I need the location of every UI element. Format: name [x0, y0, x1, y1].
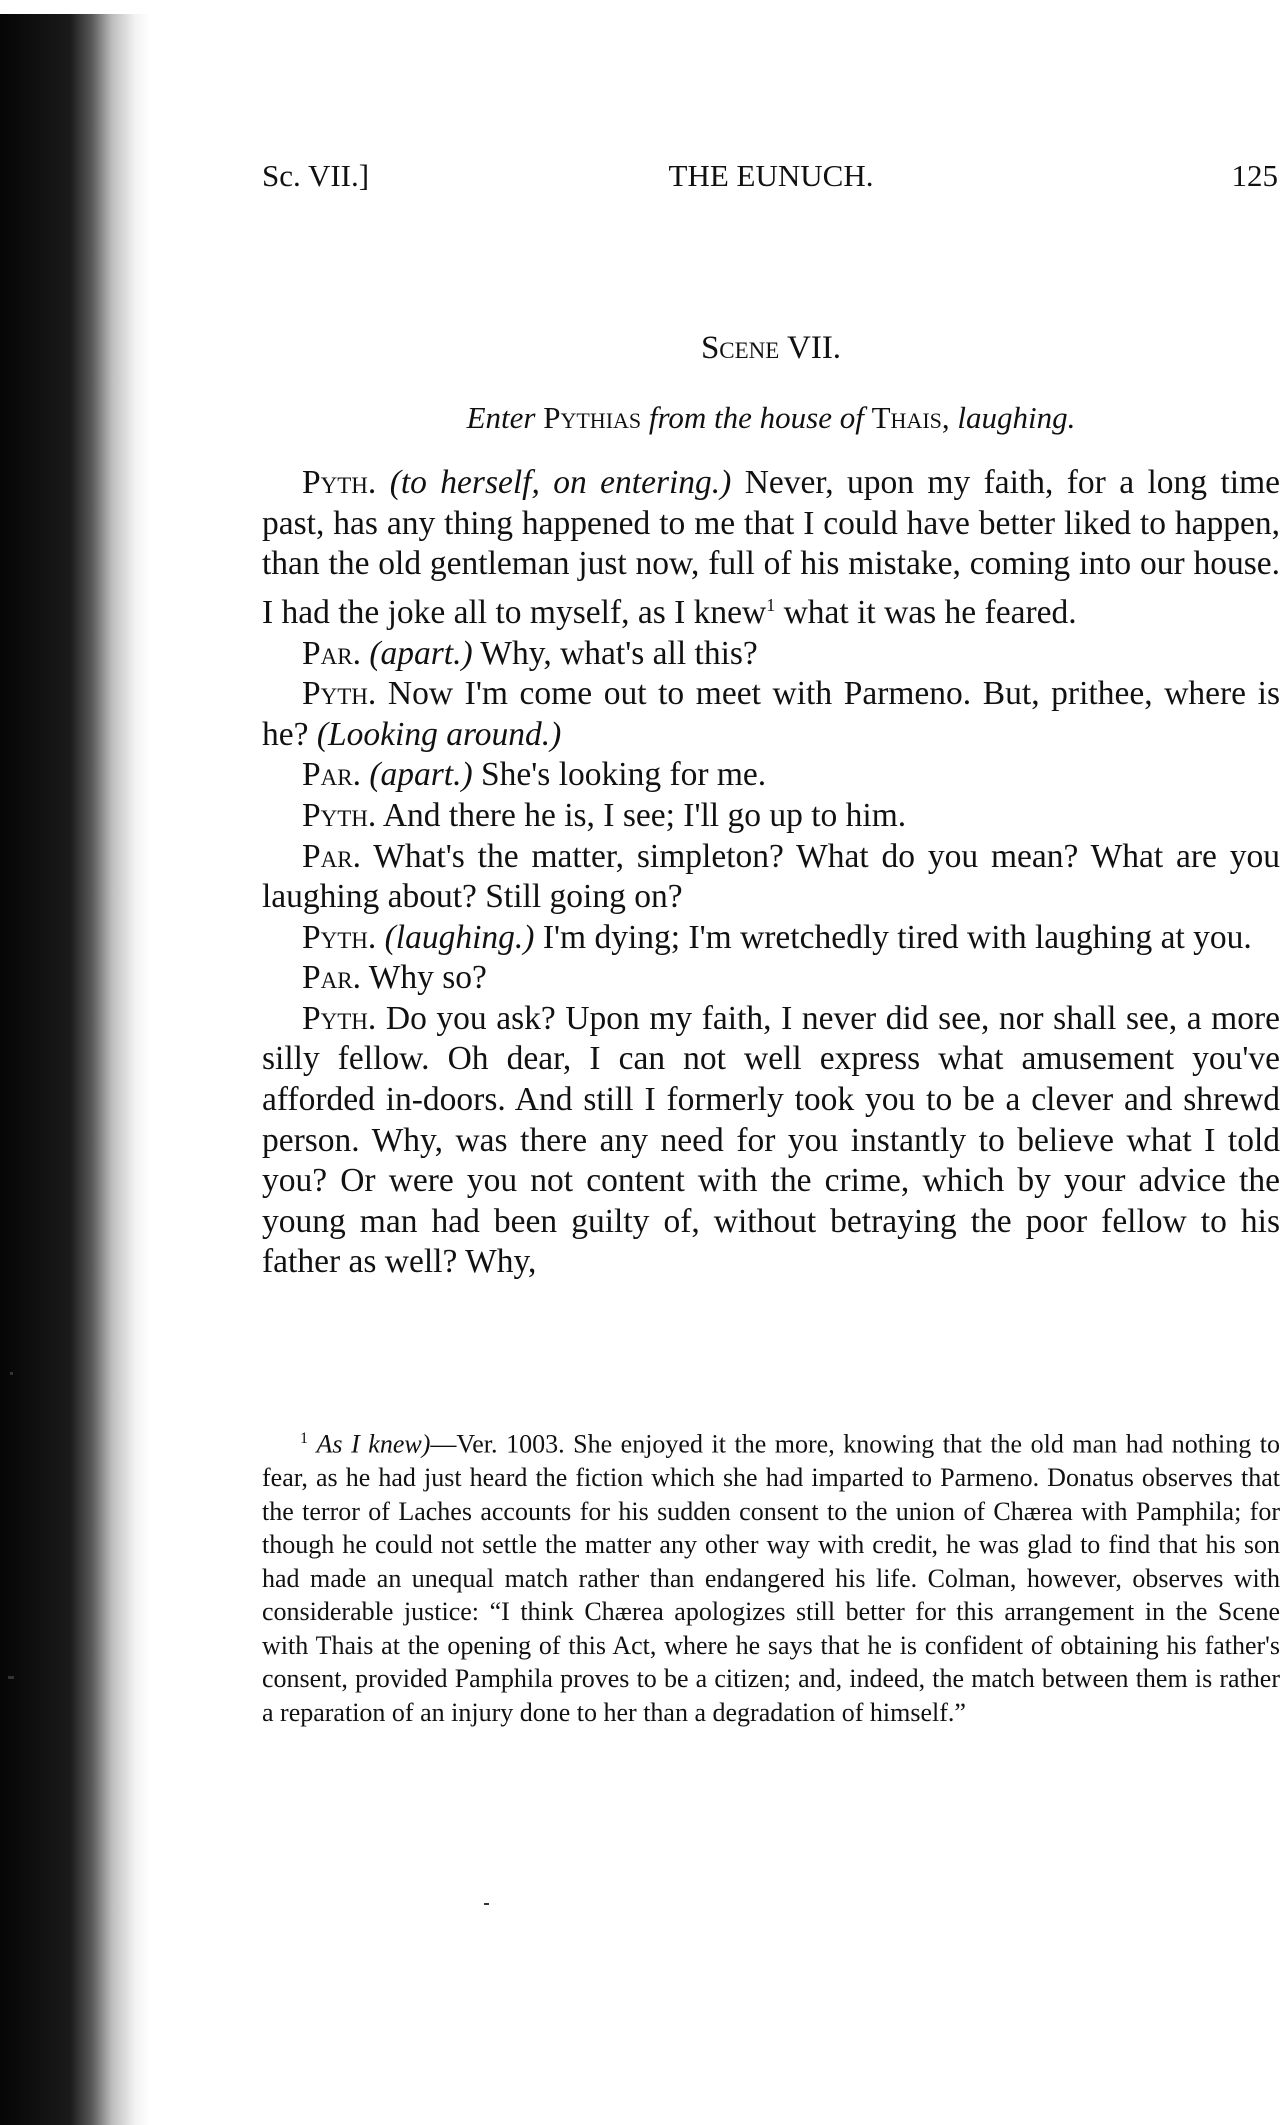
book-binding-edge	[0, 0, 150, 2125]
stage-direction	[262, 400, 1280, 436]
stage-aside: (apart.)	[369, 634, 473, 672]
dialogue-line	[262, 796, 1280, 837]
stage-direction-manner: laughing.	[957, 400, 1076, 435]
page-speck	[10, 1372, 13, 1375]
footnote-number: 1	[300, 1430, 308, 1447]
stage-aside: (Looking around.)	[316, 715, 562, 753]
page-speck	[484, 1903, 489, 1905]
dialogue-text: And there he is, I see; I'll go up to him.	[382, 796, 907, 834]
speaker-name: Pyth.	[302, 918, 377, 956]
dialogue-text: Now I'm come out to meet with Parmeno. But, prithee, where is he?	[262, 675, 1280, 753]
dialogue-text: Why, what's all this?	[480, 634, 758, 672]
dialogue-text: Why so?	[368, 959, 487, 997]
dialogue-text: Do you ask? Upon my faith, I never did see, nor shall see, a more silly fellow. Oh dear, I can not well express what amusement you've afforded in-doors. And still I formerly took you to be a clever and shrewd person. Why, was there any need for you instantly to believe what I told you? Or were you not content with the crime, which by your advice the young man had been guilty of, without betraying the poor fellow to his father as well? Why,	[262, 999, 1281, 1281]
running-head	[262, 158, 1280, 202]
speaker-name: Pyth.	[302, 464, 377, 501]
dialogue-body	[262, 463, 1280, 1283]
stage-direction-enter: Enter	[466, 400, 536, 435]
dialogue-line	[262, 463, 1280, 634]
dialogue-line	[262, 999, 1280, 1283]
scene-heading: Scene VII.	[700, 330, 842, 366]
dialogue-text: Never, upon my faith, for a long time past, has any thing happened to me that I could have better liked to happen, than the old gentleman just now, full of his mistake, coming into our house. I had the joke all to myself, as I knew	[262, 464, 1281, 631]
stage-aside: (apart.)	[369, 756, 473, 794]
dialogue-line	[262, 918, 1280, 959]
footnote-lemma: As I knew)	[316, 1429, 431, 1459]
stage-direction-character: Pythias	[543, 400, 642, 435]
footnote-reference: 1	[766, 594, 776, 615]
stage-direction-house: Thais,	[871, 400, 950, 435]
dialogue-line	[262, 837, 1280, 918]
dialogue-line	[262, 634, 1280, 675]
speaker-name: Par.	[302, 837, 361, 875]
book-page	[262, 0, 1280, 2125]
speaker-name: Pyth.	[302, 675, 377, 713]
stage-aside: (to herself, on entering.)	[389, 464, 732, 501]
footnote	[262, 1422, 1280, 1729]
dialogue-text-continued: what it was he feared.	[775, 593, 1077, 631]
dialogue-line	[262, 674, 1280, 755]
stage-aside: (laughing.)	[384, 918, 535, 956]
footnotes	[262, 1422, 1280, 1729]
dialogue-line	[262, 958, 1280, 999]
speaker-name: Par.	[302, 634, 361, 672]
speaker-name: Pyth.	[302, 999, 377, 1037]
page-speck	[8, 1676, 14, 1679]
speaker-name: Pyth.	[302, 796, 377, 834]
page-number: 125	[1231, 158, 1278, 193]
running-head-title: THE EUNUCH.	[668, 158, 874, 193]
dialogue-text: What's the matter, simpleton? What do you mean? What are you laughing about? Still going on?	[262, 837, 1280, 916]
dialogue-line	[262, 755, 1280, 796]
binding-top-gap	[0, 0, 150, 14]
dialogue-text: I'm dying; I'm wretchedly tired with laughing at you.	[542, 918, 1252, 956]
speaker-name: Par.	[302, 959, 361, 997]
running-head-scene: Sc. VII.]	[262, 158, 370, 193]
speaker-name: Par.	[302, 756, 361, 794]
dialogue-text: She's looking for me.	[481, 756, 767, 794]
footnote-text: —Ver. 1003. She enjoyed it the more, knowing that the old man had nothing to fear, as he had just heard the fiction which she had imparted to Parmeno. Donatus observes that the terror of Laches accounts for his sudden consent to the union of Chærea with Pamphila; for though he could not settle the matter any other way with credit, he was glad to find that his son had made an unequal match rather than endangered his life. Colman, however, observes with considerable justice: “I think Chærea apologizes still better for this arrangement in the Scene with Thais at the opening of this Act, where he says that he is confident of obtaining his father's consent, provided Pamphila proves to be a citizen; and, indeed, the match between them is rather a reparation of an injury done to her than a degradation of himself.”	[262, 1429, 1280, 1727]
stage-direction-from: from the house of	[648, 400, 864, 435]
